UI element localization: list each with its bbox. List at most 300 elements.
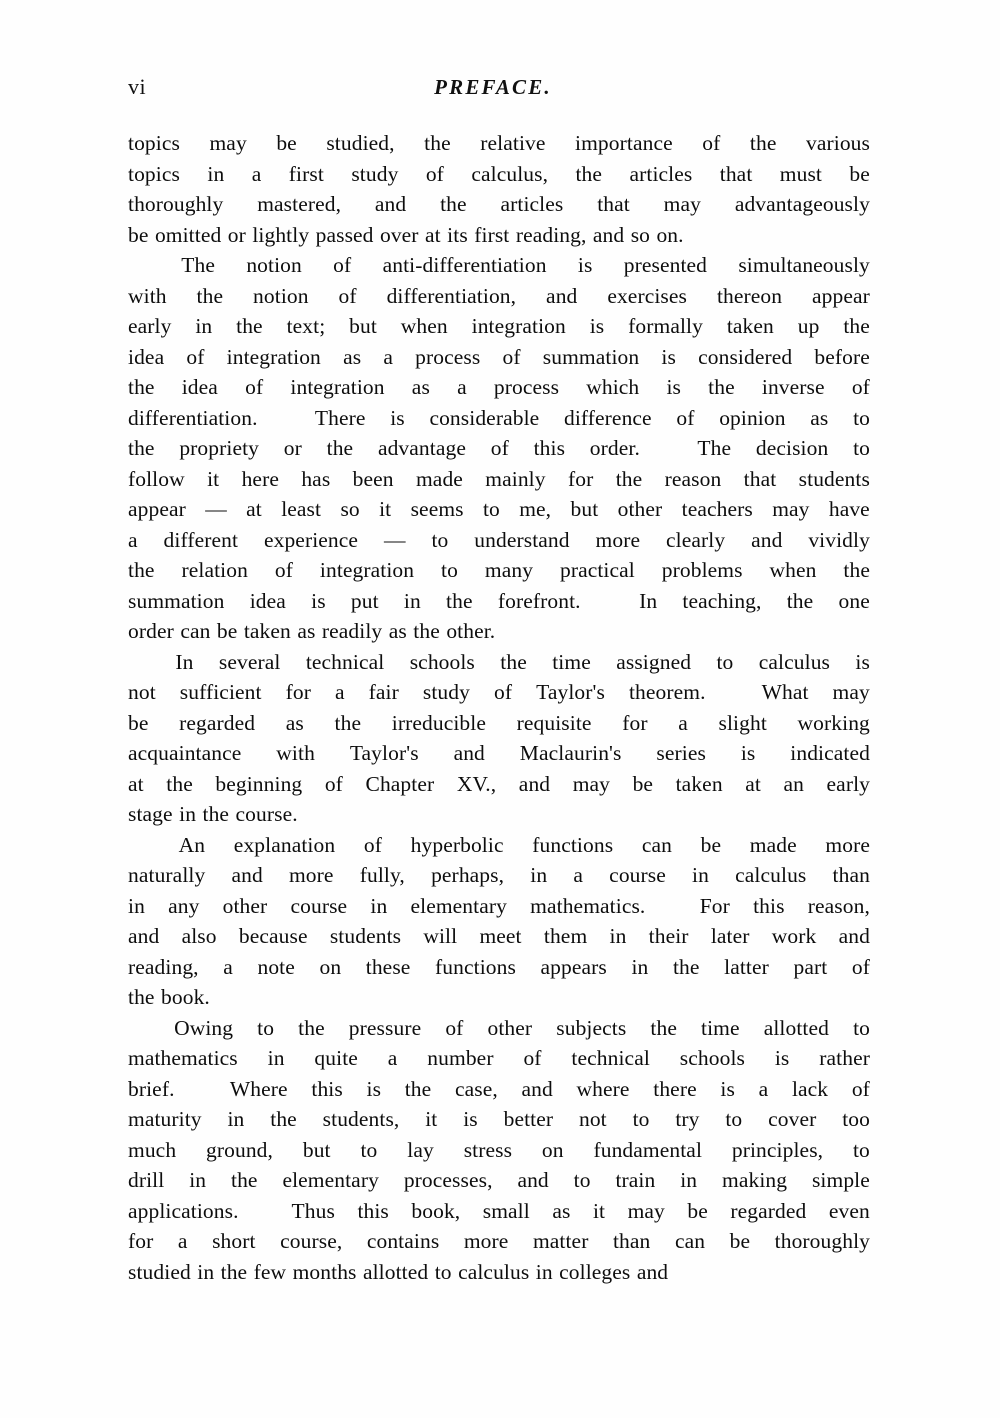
word: appear <box>812 283 870 308</box>
word: the <box>749 131 777 155</box>
word: order. <box>589 436 640 460</box>
page-number: vi <box>128 74 147 99</box>
word: working <box>797 710 870 735</box>
word: integration <box>226 344 321 369</box>
word: appear <box>128 497 186 521</box>
word: more <box>463 1229 509 1253</box>
word: Maclaurin's <box>519 741 622 765</box>
word: or <box>283 436 302 460</box>
word: thereon <box>716 283 783 308</box>
word: train <box>615 1168 656 1192</box>
word: it <box>379 497 392 521</box>
word: summation <box>542 344 640 369</box>
word: be <box>687 1198 708 1223</box>
word: first <box>474 222 510 247</box>
word: decision <box>755 436 829 460</box>
word: as <box>411 375 430 399</box>
word: to <box>257 1015 275 1040</box>
text-line <box>128 497 870 528</box>
word: integration <box>471 314 566 338</box>
word: Where <box>229 1076 288 1101</box>
word: be <box>729 1229 751 1253</box>
word: order <box>128 619 174 643</box>
word: advantage <box>377 436 466 460</box>
word: teaching, <box>682 588 762 613</box>
text-line <box>128 284 870 315</box>
word: Thus <box>291 1198 335 1223</box>
word: process <box>415 344 481 369</box>
word: put <box>350 588 379 613</box>
text-line <box>128 1229 870 1260</box>
word: may <box>663 192 701 216</box>
word: me, <box>519 497 552 521</box>
word: calculus, <box>471 161 549 186</box>
text-line <box>128 741 870 772</box>
word: In <box>639 588 658 613</box>
word: has <box>301 466 331 491</box>
word: Taylor's <box>536 680 605 704</box>
word: is <box>855 649 870 674</box>
word: reading, <box>128 954 199 979</box>
text-line <box>128 314 870 345</box>
word: and <box>374 192 407 216</box>
word: the <box>424 131 451 155</box>
paragraph <box>128 131 870 253</box>
word: functions <box>435 954 516 979</box>
word: this <box>311 1076 343 1101</box>
word: this <box>533 436 566 460</box>
word: over <box>379 222 419 247</box>
word: sufficient <box>179 680 262 704</box>
word: For <box>699 893 730 918</box>
word: in <box>403 588 421 613</box>
word: as <box>388 619 407 643</box>
word: reason, <box>807 893 870 918</box>
word: the <box>166 771 193 796</box>
word: considered <box>698 344 793 369</box>
word: of <box>490 436 509 460</box>
word: the <box>220 1259 248 1284</box>
word: meet <box>479 924 522 948</box>
word: its <box>447 222 468 247</box>
word: that <box>597 192 630 216</box>
word: making <box>722 1168 788 1192</box>
word: difference <box>563 405 652 430</box>
word: calculus <box>458 1259 530 1284</box>
word: the <box>202 802 230 826</box>
word: calculus <box>735 863 807 887</box>
word: the <box>708 375 735 399</box>
word: latter <box>724 954 769 979</box>
word: simple <box>811 1168 870 1192</box>
word: more <box>288 863 334 887</box>
text-line <box>128 1199 870 1230</box>
word: of <box>363 832 382 857</box>
word: try <box>675 1107 700 1131</box>
word: the <box>843 314 870 338</box>
text-line <box>128 833 870 864</box>
word: book. <box>161 985 210 1009</box>
word: the <box>575 161 603 186</box>
word: — <box>205 497 227 521</box>
word: idea <box>128 344 165 369</box>
word: for <box>128 1229 154 1253</box>
word: of <box>324 771 343 796</box>
word: taken <box>675 771 723 796</box>
word: series <box>656 741 706 765</box>
word: The <box>181 253 216 277</box>
paragraph <box>128 833 870 1016</box>
word: mainly <box>485 466 546 491</box>
word: theorem. <box>628 680 706 704</box>
word: be <box>700 832 722 857</box>
word: experience <box>263 527 359 552</box>
word: be <box>128 222 149 247</box>
word: not <box>128 680 156 704</box>
text-line <box>128 131 870 162</box>
word: the <box>196 283 224 308</box>
word: the <box>128 436 155 460</box>
word: elementary <box>410 893 507 918</box>
word: is <box>390 405 405 430</box>
word: and <box>231 863 263 887</box>
word: the <box>128 985 155 1009</box>
word: pressure <box>348 1015 422 1040</box>
word: of <box>851 375 870 399</box>
word: calculus <box>758 649 831 674</box>
text-line <box>128 345 870 376</box>
word: XV., <box>456 771 497 796</box>
word: which <box>586 375 640 399</box>
word: the <box>270 1107 297 1131</box>
word: lack <box>791 1076 829 1101</box>
word: lightly <box>252 222 310 247</box>
word: principles, <box>731 1137 824 1162</box>
word: in <box>680 1168 698 1192</box>
word: contains <box>366 1229 440 1253</box>
word: the <box>404 1076 432 1101</box>
word: notion <box>253 283 309 308</box>
word: be <box>216 619 238 643</box>
word: allotted <box>763 1015 829 1040</box>
word: allotted <box>362 1259 429 1284</box>
word: to <box>482 497 500 521</box>
text-line <box>128 192 870 223</box>
word: acquaintance <box>128 741 242 765</box>
word: other <box>617 497 663 521</box>
word: their <box>648 924 689 948</box>
word: so <box>630 222 651 247</box>
word: regarded <box>179 710 256 735</box>
word: as <box>343 344 362 369</box>
word: What <box>761 680 809 704</box>
word: problems <box>661 558 743 582</box>
word: requisite <box>516 710 592 735</box>
word: idea <box>181 375 218 399</box>
word: passed <box>315 222 374 247</box>
word: relation <box>181 558 248 582</box>
text-line <box>128 253 870 284</box>
word: made <box>415 466 463 491</box>
word: the <box>843 558 870 582</box>
word: and <box>636 1259 669 1284</box>
word: for <box>285 680 311 704</box>
word: to <box>441 558 458 582</box>
word: propriety <box>179 436 260 460</box>
word: not <box>578 1107 607 1131</box>
word: is <box>661 344 676 369</box>
word: exercises <box>607 283 688 308</box>
word: later <box>710 924 750 948</box>
word: first <box>288 161 324 186</box>
word: articles <box>500 192 564 216</box>
word: work <box>771 924 817 948</box>
word: to <box>573 1168 591 1192</box>
text-line <box>128 436 870 467</box>
word: thoroughly <box>774 1229 870 1253</box>
word: the <box>786 588 814 613</box>
word: reading, <box>515 222 587 247</box>
word: forefront. <box>497 588 581 613</box>
word: a <box>177 1229 188 1253</box>
word: of <box>702 131 721 155</box>
word: it <box>592 1198 606 1223</box>
word: can <box>674 1229 706 1253</box>
word: various <box>806 131 870 155</box>
word: anti-differentiation <box>382 253 547 277</box>
word: case, <box>454 1076 498 1101</box>
body-text-block <box>128 131 870 1290</box>
word: in <box>197 1259 215 1284</box>
word: study <box>422 680 470 704</box>
word: a <box>457 375 467 399</box>
word: more <box>825 832 870 857</box>
word: of <box>445 1015 464 1040</box>
word: small <box>482 1198 530 1223</box>
word: will <box>423 924 458 948</box>
word: that <box>719 161 753 186</box>
word: may <box>209 131 247 155</box>
word: to <box>853 436 870 460</box>
word: the <box>672 954 700 979</box>
word: of <box>338 283 357 308</box>
word: with <box>276 741 315 765</box>
text-line <box>128 955 870 986</box>
word: presented <box>623 253 708 277</box>
word: thoroughly <box>128 192 224 216</box>
word: at <box>745 771 761 796</box>
word: in <box>535 1259 553 1284</box>
word: the <box>413 619 440 643</box>
word: as <box>552 1198 571 1223</box>
text-line <box>128 406 870 437</box>
word: a <box>387 1046 398 1070</box>
word: the <box>128 558 155 582</box>
word: up <box>797 314 820 338</box>
text-line <box>128 1107 870 1138</box>
word: and <box>453 741 485 765</box>
text-line <box>128 924 870 955</box>
word: in <box>692 863 709 887</box>
word: schools <box>679 1046 745 1070</box>
word: mathematics. <box>530 893 646 918</box>
word: to <box>852 1137 870 1162</box>
word: in <box>631 954 649 979</box>
word: it <box>425 1107 438 1131</box>
word: simultaneously <box>738 253 870 277</box>
word: in <box>189 1168 207 1192</box>
word: a <box>223 954 233 979</box>
word: because <box>238 924 308 948</box>
word: the <box>231 1168 258 1192</box>
word: considerable <box>429 405 540 430</box>
word: and <box>521 1076 553 1101</box>
word: many <box>484 558 534 582</box>
word: to <box>434 1259 452 1284</box>
word: schools <box>409 649 475 674</box>
word: and <box>838 924 870 948</box>
word: Chapter <box>365 771 435 796</box>
word: In <box>175 649 194 674</box>
word: formally <box>628 314 703 338</box>
word: be <box>849 161 870 186</box>
word: with <box>128 283 167 308</box>
word: that <box>743 466 777 491</box>
word: regarded <box>730 1198 807 1223</box>
word: taken <box>726 314 774 338</box>
word: process <box>493 375 560 399</box>
word: idea <box>249 588 286 613</box>
word: assigned <box>616 649 692 674</box>
word: time <box>552 649 591 674</box>
word: these <box>365 954 411 979</box>
word: different <box>163 527 239 552</box>
word: summation <box>128 588 225 613</box>
word: in <box>609 924 627 948</box>
word: in <box>128 893 145 918</box>
word: teachers <box>681 497 753 521</box>
word: clearly <box>666 527 726 552</box>
word: may <box>832 680 870 704</box>
word: elementary <box>282 1168 379 1192</box>
word: can <box>180 619 211 643</box>
word: book, <box>411 1198 461 1223</box>
word: before <box>814 344 870 369</box>
word: hyperbolic <box>410 832 504 857</box>
word: be <box>276 131 297 155</box>
word: may <box>627 1198 665 1223</box>
text-line <box>128 589 870 620</box>
word: to <box>716 649 734 674</box>
word: months <box>292 1259 357 1284</box>
word: as <box>810 405 829 430</box>
word: importance <box>575 131 673 155</box>
word: than <box>612 1229 651 1253</box>
text-line <box>128 223 870 254</box>
word: as <box>285 710 304 735</box>
word: other. <box>446 619 496 643</box>
word: studied, <box>326 131 395 155</box>
word: and <box>751 527 783 552</box>
word: is <box>463 1107 478 1131</box>
running-head <box>128 72 870 102</box>
word: a <box>573 863 584 887</box>
word: fair <box>368 680 399 704</box>
word: functions <box>532 832 614 857</box>
word: integration <box>290 375 385 399</box>
text-line <box>128 162 870 193</box>
word: seems <box>410 497 464 521</box>
word: on. <box>656 222 684 247</box>
word: course, <box>280 1229 343 1253</box>
word: to <box>431 527 449 552</box>
text-line <box>128 558 870 589</box>
word: early <box>128 314 172 338</box>
word: relative <box>480 131 546 155</box>
text-line <box>128 1046 870 1077</box>
word: number <box>427 1046 494 1070</box>
word: the <box>615 466 643 491</box>
text-line <box>128 528 870 559</box>
text-line <box>128 1077 870 1108</box>
word: and <box>517 1168 549 1192</box>
word: understand <box>474 527 570 552</box>
word: course <box>609 863 666 887</box>
word: slight <box>718 710 767 735</box>
word: omitted <box>154 222 222 247</box>
word: better <box>503 1107 554 1131</box>
word: ground, <box>206 1137 274 1162</box>
word: to <box>853 405 870 430</box>
word: on <box>541 1137 564 1162</box>
word: practical <box>559 558 635 582</box>
word: in <box>195 314 213 338</box>
word: of <box>333 253 352 277</box>
word: stress <box>463 1137 513 1162</box>
word: or <box>227 222 246 247</box>
word: drill <box>128 1168 165 1192</box>
word: irreducible <box>391 710 486 735</box>
word: rather <box>819 1046 870 1070</box>
word: be <box>128 710 149 735</box>
word: is <box>720 1076 735 1101</box>
word: is <box>589 314 605 338</box>
word: but <box>302 1137 331 1162</box>
word: follow <box>128 466 185 491</box>
word: too <box>842 1107 870 1131</box>
word: at <box>425 222 441 247</box>
word: of <box>851 954 870 979</box>
text-line <box>128 772 870 803</box>
word: to <box>725 1107 743 1131</box>
word: of <box>502 344 521 369</box>
word: is <box>774 1046 790 1070</box>
word: taken <box>243 619 291 643</box>
word: fundamental <box>593 1137 703 1162</box>
word: other <box>222 893 268 918</box>
word: topics <box>128 131 180 155</box>
word: Owing <box>174 1015 234 1040</box>
word: least <box>281 497 322 521</box>
word: time <box>701 1015 740 1040</box>
word: text; <box>286 314 326 338</box>
text-line <box>128 863 870 894</box>
word: but <box>349 314 377 338</box>
word: the <box>500 649 527 674</box>
paragraph <box>128 650 870 833</box>
word: colleges <box>559 1259 631 1284</box>
word: students <box>798 466 870 491</box>
